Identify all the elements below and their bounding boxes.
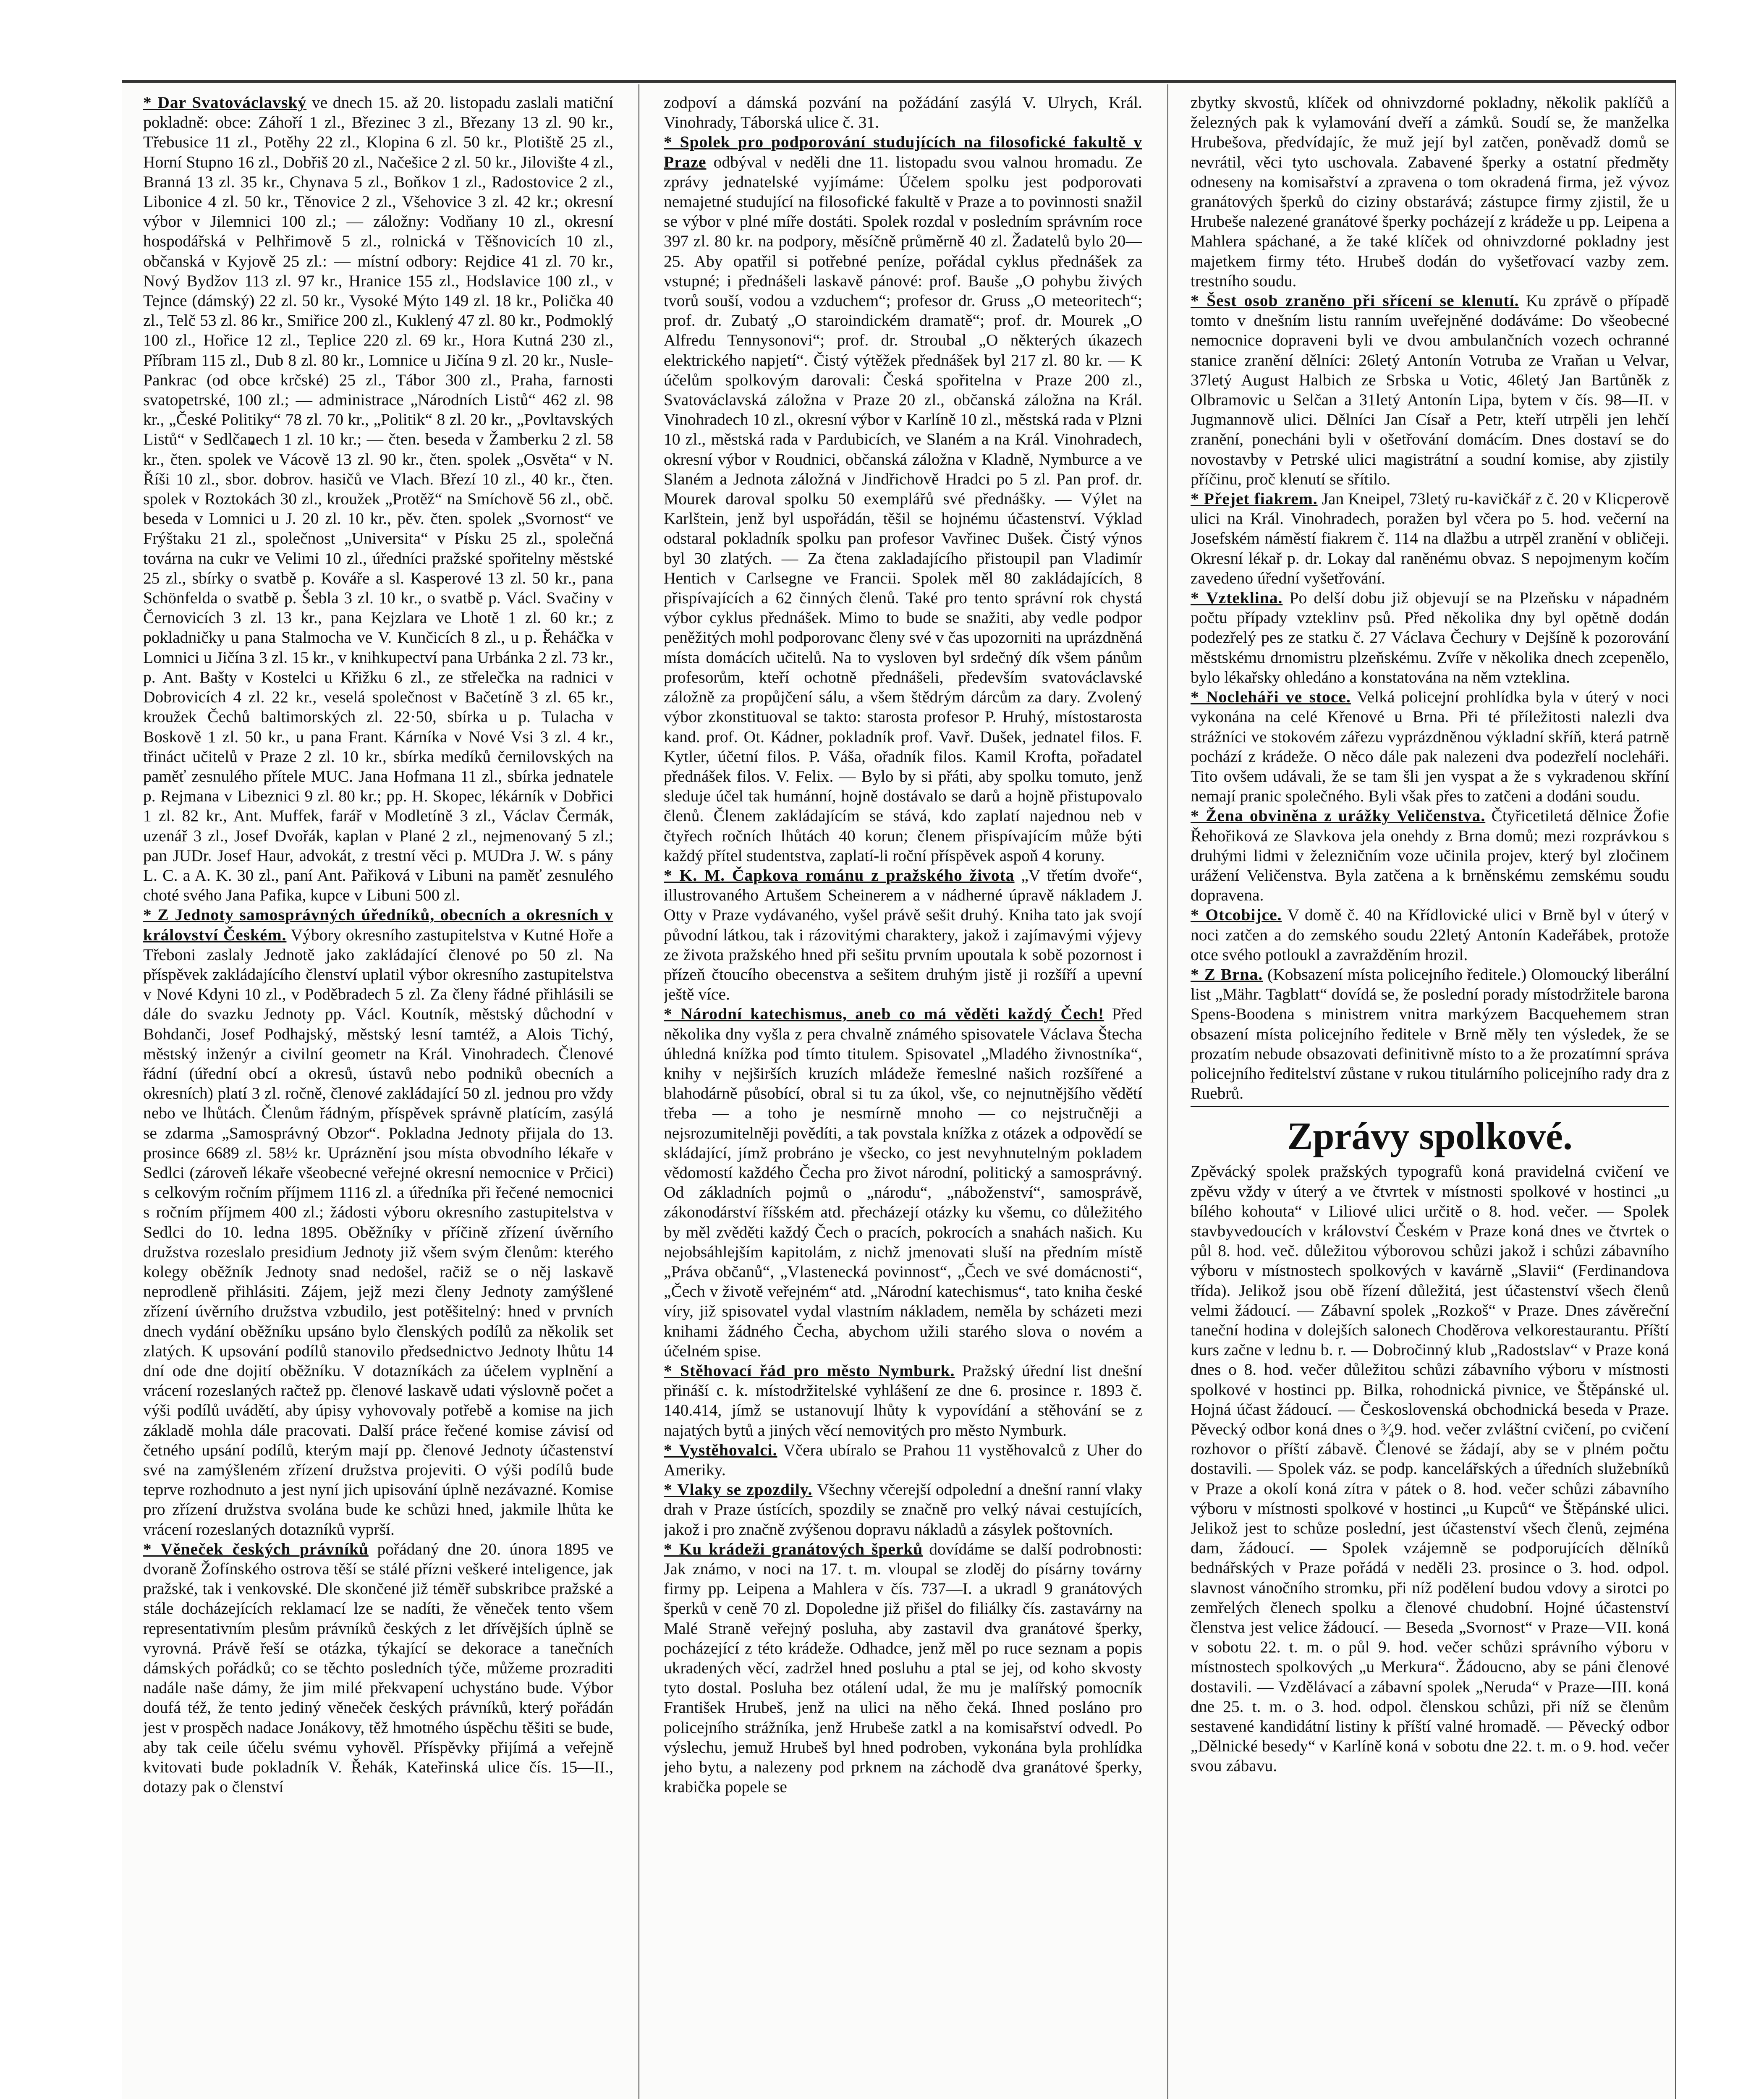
article-body: Velká policejní prohlídka byla v úterý v noci vykonána na celé Křenové u Brna. Při té příležitosti nalezli dva strážníci ve stokovém zářezu vyprázdněnou výkladní skříň, která patrně pochází z krádeže. O něco dále pak nalezeni dva podezřelí nocleháři. Tito ovšem udávali, že se tam šli jen vyspat a že s vykradenou skříní nemají pranic společného. Byli však přes to zatčeni a dodáni soudu. <box>1191 688 1669 806</box>
article <box>143 1539 613 1797</box>
article-body: dovídáme se další podrobnosti: Jak známo, v noci na 17. t. m. vloupal se zloděj do písárny továrny firmy pp. Leipena a Mahlera v čís. 737—I. a ukradl 9 granátových šperků v ceně 70 zl. Dopoledne již přišel do filiálky čís. zastavárny na Malé Straně veřejný posluha, aby zastavil dva granátové šperky, pocházející z této krádeže. Odhadce, jenž měl po ruce seznam a popis ukradených věcí, zadržel hned posluhu a ptal se jej, od koho skvosty tyto dostal. Posluha bez otálení udal, že mu je malířský pomocník František Hrubeš, jenž na ulici na něho čeká. Ihned posláno pro policejního strážníka, jenž Hrubeše zatkl a na komisařství odvedl. Po výslechu, jemuž Hrubeš byl hned podroben, vykonána byla prohlídka jeho bytu, a nalezeny pod prknem na záchodě dva granátové šperky, krabička popele se <box>664 1539 1142 1796</box>
article-body: pořádaný dne 20. února 1895 ve dvoraně Žofínského ostrova těší se stálé přízni veškeré inteligence, jak pražské, tak i venkovské. Dle skončené již téměř subskribce pražské a stále docházejících reklamací lze se nadíti, že věneček tento všem representativním plesům právníků českých z let dřívějších úplně se vyrovná. Právě řeší se otázka, týkající se dekorace a tanečních dámských pořádků; co se těchto posledních týče, můžeme prozraditi nadále naše dámy, že jim milé překvapení uchystáno bude. Výbor doufá též, že tento jediný věneček českých právníků, který pořádán jest v prospěch nadace Jonákovy, těž hmotného úspěchu těšiti se bude, aby tak ceile účelu svému vyhověl. Příspěvky přijímá a veřejně kvitovati bude pokladník V. Řehák, Kateřinská ulice čís. 15—II., dotazy pak o členství <box>143 1539 613 1796</box>
article-body: „V třetím dvoře“, illustrovaného Artušem Scheinerem a v nádherné úpravě nákladem J. Otty v Praze vydávaného, vyšel právě sešit druhý. Kniha tato jak svojí původní látkou, tak i rázovitými charaktery, jakož i zajímavými výjevy ze života pražského hned při sešitu prvním upoutala k sobě pozornost i přízeň čtoucího obecenstva a sešitem druhým jistě ji rozšíří a upevní ještě více. <box>664 866 1142 1004</box>
article-body: Všechny včerejší odpolední a dnešní ranní vlaky drah v Praze ústících, spozdily se značně pro velký návai cestujících, jakož i pro značně zvýšenou dopravu nákladů a zásylek poštovních. <box>664 1480 1142 1539</box>
article <box>143 93 613 905</box>
section-rule <box>1191 1106 1669 1107</box>
article-headline: * Stěhovací řád pro město Nymburk. <box>664 1361 955 1380</box>
article-headline: * Národní katechismus, aneb co má věděti každý Čech! <box>664 1005 1104 1023</box>
article <box>1191 291 1669 489</box>
article <box>1191 1162 1669 1776</box>
article <box>664 1480 1142 1539</box>
article-body: ve dnech 15. až 20. listopadu zaslali matiční pokladně: obce: Záhoří 1 zl., Březinec 3 zl., Březany 13 zl. 90 kr., Třebusice 11 zl., Potěhy 22 zl., Klopina 6 zl. 50 kr., Plotiště 25 zl., Horní Stupno 16 zl., Dobřiš 20 zl., Načešice 2 zl. 50 kr., Jilovište 4 zl., Branná 13 zl. 35 kr., Chynava 5 zl., Boňkov 1 zl., Radostovice 2 zl., Libonice 4 zl. 50 kr., Těnovice 2 zl., Všehovice 3 zl. 42 kr.; okresní výbor v Jilemnici 100 zl.; — záložny: Vodňany 10 zl., okresní hospodářská v Pelhřimově 5 zl., rolnická v Těšnovicích 10 zl., občanská v Kyjově 25 zl.: — místní odbory: Rejdice 41 zl. 70 kr., Nový Bydžov 113 zl. 97 kr., Hranice 155 zl., Hodslavice 100 zl., v Tejnce (dámský) 22 zl. 50 kr., Vysoké Mýto 149 zl. 18 kr., Polička 40 zl., Telč 53 zl. 86 kr., Smiřice 200 zl., Kuklený 47 zl. 80 kr., Podmoklý 100 zl., Hořice 12 zl., Teplice 220 zl. 69 kr., Hora Kutná 230 zl., Příbram 115 zl., Dub 8 zl. 80 kr., Lomnice u Jičína 9 zl. 20 kr., Nusle-Pankrac (od obce krčské) 25 zl., Tábor 300 zl., Praha, farnosti svatopetrské, 100 zl.; — administrace „Národních Listů“ 462 zl. 98 kr., „České Politiky“ 78 zl. 70 kr., „Politik“ 8 zl. 20 kr., „Povltavských Listů“ v Sedlčanech 1 zl. 10 kr.; — čten. beseda v Žamberku 2 zl. 58 kr., čten. spolek ve Vácově 13 zl. 90 kr., čten. spolek „Osvěta“ v N. Říši 10 zl., sbor. dobrov. hasičů ve Vlach. Březí 10 zl., 40 kr., čten. spolek v Roztokách 30 zl., kroužek „Protěž“ na Smíchově 56 zl., obč. beseda v Lomnici u J. 20 zl. 10 kr., pěv. čten. spolek „Svornost“ ve Frýštaku 21 zl., společnost „Universita“ v Písku 25 zl., společná továrna na cukr ve Velimi 10 zl., úředníci pražské spořitelny městské 25 zl., sbírky o svatbě p. Kováře a sl. Kasperové 13 zl. 50 kr., pana Schönfelda o svatbě p. Šebla 3 zl. 10 kr., o svatbě p. Václ. Svačiny v Černovicích 3 zl. 13 kr., pana Kejzlara ve Lhotě 1 zl. 60 kr.; z pokladničky u pana Stalmocha ve V. Kunčicích 8 zl., u p. Řeháčka v Lomnici u Jičína 3 zl. 15 kr., v knihkupectví pana Urbánka 2 zl. 73 kr., p. Ant. Bašty v Kostelci u Křižku 6 zl., ze střelečka na radnici v Dobrovicích 4 zl. 22 kr., veselá společnost v Bačetíně 3 zl. 65 kr., kroužek Čechů baltimorských zl. 22·50, sbírka u p. Tulacha v Boskově 1 zl. 50 kr., u pana Frant. Kárníka v Nové Vsi 3 zl. 4 kr., třináct učitelů v Praze 2 zl. 10 kr., sbírka medíků černilovských na paměť zesnulého přítele MUC. Jana Hofmana 11 zl., sbírka jednatele p. Rejmana v Libeznici 9 zl. 80 kr.; pp. H. Skopec, lékárník v Dobřici 1 zl. 82 kr., Ant. Muffek, farář v Modletíně 3 zl., Václav Čermák, uzenář 3 zl., Josef Dvořák, kaplan v Plané 2 zl., nejmenovaný 5 zl.; pan JUDr. Josef Haur, advokát, z trestní věci p. MUDra J. W. s pány L. C. a A. K. 30 zl., paní Ant. Pařiková v Libuni na paměť zesnulého choté svého Jana Pafika, kupce v Libuni 500 zl. <box>143 93 613 905</box>
column-divider <box>1167 84 1168 2099</box>
article-body: Zpěvácký spolek pražských typografů koná pravidelná cvičení ve zpěvu vždy v úterý a ve čtvrtek v místnosti spolkové v hostinci „u bílého kohouta“ v Liliové ulici určitě o 8. hod. večer. — Spolek stavbyvedoucích v království Českém v Praze koná dnes ve čtvrtek o půl 8. hod. več. důležitou výborovou schůzi jakož i schůzi zábavního výboru v místnostech spolkových v kavárně „Slavii“ (Ferdinandova třída). Jelikož jsou obě řízení důležitá, jest účastenství všech členů velmi žádoucí. — Zábavní spolek „Rozkoš“ v Praze. Dnes závěreční taneční hodina v dolejších salonech Choděrova velkorestaurantu. Příští kurs začne v lednu b. r. — Dobročinný klub „Radostslav“ v Praze koná dnes o 8. hod. večer důležitou schůzi zábavního výboru v místnosti spolkové v hostinci pp. Bilka, rohodnická pivnice, ve Štěpánské ul. Hojná účast žádoucí. — Československá obchodnická beseda v Praze. Pěvecký odbor koná dnes o ³⁄₄9. hod. večer zvláštní cvičení, po cvičení rozhovor o příští zábavě. Členové se žádají, aby se v plném počtu dostavili. — Spolek váz. se podp. kancelářských a úředních služebníků v Praze a okolí koná zítra v pátek o 8. hod. večer schůzi zábavního výboru v místnosti spolkové v hostinci „u Kupců“ ve Štěpánské ulici. Jelikož jest to schůze poslední, jest účastenství všech členů, zejména dam, žádoucí. — Spolek vzájemně se podporujících dělníků bednářských v Praze pořádá v neděli 23. prosince o 3. hod. odpol. slavnost vánočního stromku, při níž podělení budou vdovy a sirotci po zemřelých členech spolku a členové chudobní. Hojné účastenství členstva jest velice žádoucí. — Beseda „Svornost“ v Praze—VII. koná v sobotu 22. t. m. o půl 9. hod. večer schůzi správního výboru v místnostech spolkových „u Merkura“. Žádoucno, aby se páni členové dostavili. — Vzdělávací a zábavní spolek „Neruda“ v Praze—III. koná dne 25. t. m. o 3. hod. odpol. členskou schůzi, při níž se členům sestavené kandidátní listiny k příští valné hromadě. — Pěvecký odbor „Dělnické besedy“ v Karlíně koná v sobotu dne 22. t. m. o 9. hod. večer svou zábavu. <box>1191 1162 1669 1775</box>
article-body: Před několika dny vyšla z pera chvalně známého spisovatele Václava Štecha úhledná knížka pod tímto titulem. Spisovatel „Mladého živnostníka“, knihy v nejširších kruzích mládeže řemeslné našich rozšířené a blahodárně působící, obral si tu za úkol, vše, co nejnutnějšího vědětí třeba — a toho je nesmírně mnoho — co nejstručněji a nejsrozumitelněji povědíti, a tak povstala knížka z otázek a odpovědí se skládající, jímž probráno je všecko, co jest nevyhnutelným pokladem vědomostí každého Čecha pro život národní, politický a samosprávný. Od základních pojmů o „národu“, „náboženství“, samosprávě, zákonodárství říšském atd. přecházejí otázky ku všemu, co důležitého by měl zvěděti každý Čech o pracích, pokrocích a snahách našich. Ku nejobsáhlejším kapitolám, z nichž jmenovati sluší na předním místě „Práva občanů“, „Vlastenecká povinnost“, „Čech ve své domácnosti“, „Čech v životě veřejném“ atd. „Národní katechismus“, tato kniha české víry, již spisovatel vydal vlastním nákladem, neměla by scházeti mezi knihami žádného Čecha, abychom užili starého slova o novém a účelném spise. <box>664 1005 1142 1360</box>
article-headline: * Ku krádeži granátových šperků <box>664 1539 923 1558</box>
article-body: zbytky skvostů, klíček od ohnivzdorné pokladny, několik paklíčů a železných pak k vylamování dveří a zámků. Soudí se, že manželka Hrubešova, předvídajíc, že muž její byl zatčen, poněvadž domů se nevrátil, věci tyto uschovala. Zabavené šperky a ostatní předměty odneseny na komisařství a zpravena o tom okradená firma, jež vývoz granátových šperků do ciziny obstarává; zástupce firmy zjistil, že u Hrubeše nalezené granátové šperky pocházejí z krádeže u pp. Leipena a Mahlera spáchané, a že také klíček od ohnivzdorné pokladny jest majetkem firmy této. Hrubeš dodán do vyšetřovací vazby zem. trestního soudu. <box>1191 93 1669 290</box>
article-headline: * Dar Svatováclavský <box>143 93 307 112</box>
article-headline: * Věneček českých právníků <box>143 1539 369 1558</box>
article <box>1191 588 1669 687</box>
article <box>1191 489 1669 588</box>
article-body: Čtyřicetiletá dělnice Žofie Řehořiková ze Slavkova jela onehdy z Brna domů; mezi rozprávkou s druhými lidmi v železničním voze učinila projev, který byl zločinem urážení Veličenstva. Byla zatčena a k brněnskému zemskému soudu dopravena. <box>1191 806 1669 905</box>
article-headline: * Nocleháři ve stoce. <box>1191 688 1351 707</box>
article-body: Výbory okresního zastupitelstva v Kutné Hoře a Třeboni zaslaly Jednotě jako zakládající členové po 50 zl. Na příspěvek zakládajícího členství uplatil výbor okresního zastupitelstva v Nové Kdyni 10 zl., v Poděbradech 5 zl. Za členy řádné přihlásili se dále do svazku Jednoty pp. Václ. Koutník, městský důchodní v Bohdanči, Josef Podhajský, městský lesní tamtéž, a Alois Tichý, městský inženýr a civilní geometr na Král. Vinohradech. Členové řádní (úřední obcí a okresů, ústavů nebo podniků obecních a okresních) platí 3 zl. ročně, členové zakládající 50 zl. jednou pro vždy nebo ve lhůtách. Členům řádným, příspěvek správně platícím, zasýlá se zdarma „Samosprávný Obzor“. Pokladna Jednoty přijala do 13. prosince 6689 zl. 58½ kr. Upráznění jsou místa obvodního lékaře v Sedlci (zároveň lékaře všeobecné veřejné okresní nemocnice v Prčici) s celkovým ročním příjmem 1116 zl. a úředníka při řečené nemocnici s ročním příjmem 400 zl.; žádosti výboru okresního zastupitelstva v Sedlci do 10. ledna 1895. Oběžníky v příčině zřízení úvěrního družstva rozeslalo presidium Jednoty již všem svým členům: kterého kolegy oběžník Jednoty snad nedošel, račiž se o něj laskavě neprodleně přihlásiti. Zájem, jejž mezi členy Jednoty zamýšlené zřízení úvěrního družstva vzbudilo, jest potěšitelný: hned v prvních dnech vydání oběžníku upsáno bylo členských podílů za několik set zlatých. K upsování podílů stanovilo předsednictvo Jednoty lhůtu 14 dní ode dne dojití oběžníku. V dotazníkách za účelem vyplnění a vrácení rozeslaných račtež pp. členové laskavě udati výslovně počet a výši podílů uvádětí, aby úpisy vyhovovaly potřebě a komise na jich základě mohla dále pracovati. Další práce řečené komise závisí od četného upsání podílů, kterým mají pp. členové Jednoty účastenství své na zamýšleném zřízení družstva projeviti. O výši podílů bude teprve rozhodnuto a jest nyní jich upisování úplně nezávazné. Komise pro zřízení družstva svolána bude ke schůzi hned, jakmile lhůta ke vrácení rozeslaných dotazníků vyprší. <box>143 925 613 1539</box>
article <box>664 1361 1142 1440</box>
article <box>664 93 1142 132</box>
article-headline: * Z Brna. <box>1191 965 1263 984</box>
article <box>664 1440 1142 1480</box>
section-title: Zprávy spolkové. <box>1287 1115 1573 1158</box>
article <box>1191 905 1669 965</box>
article-headline: * Šest osob zraněno při sřícení se klenutí. <box>1191 291 1519 310</box>
article <box>664 866 1142 1004</box>
article-body: Po delší dobu již objevují se na Plzeňsku v nápadném počtu případy vzteklinv psů. Před několika dny byl opětně dodán podezřelý pes ze statku č. 27 Václava Čechury v Dejšíně k pozorování městskému drnomistru plzeňskému. Zvíře v několika dnech zcepenělo, bylo lékařsky ohledáno a konstatována na něm vzteklina. <box>1191 589 1669 686</box>
article-headline: * K. M. Čapkova románu z pražského života <box>664 866 1015 885</box>
column-3 <box>1191 93 1669 2099</box>
article-headline: * Přejet fiakrem. <box>1191 489 1318 508</box>
article <box>1191 806 1669 905</box>
article <box>664 132 1142 866</box>
article <box>664 1539 1142 1797</box>
top-border <box>122 80 1675 83</box>
article <box>143 905 613 1539</box>
article-body: Včera ubíralo se Prahou 11 vystěhovalců z Uher do Ameriky. <box>664 1440 1142 1479</box>
column-1 <box>143 93 613 2099</box>
column-2 <box>664 93 1142 2099</box>
article-body: Pražský úřední list dnešní přináší c. k. místodržitelské vyhlášení ze dne 6. prosince r. 1893 č. 140.414, jímž se ustanovují lhůty k vypovídání a stěhování se z najatých bytů a jiných věcí nemovitých pro město Nymburk. <box>664 1361 1142 1439</box>
article-headline: * Vystěhovalci. <box>664 1440 777 1459</box>
article-headline: * Žena obviněna z urážky Veličenstva. <box>1191 806 1486 825</box>
article-body: Jan Kneipel, 73letý ru-kavičkář z č. 20 v Klicperově ulici na Král. Vinohradech, poražen byl včera po 5. hod. večerní na Josefském náměstí fiakrem č. 114 na dlažbu a utrpěl zranění v obličeji. Okresní lékař p. dr. Lokay dal raněnému obvaz. S nepojmenym kočím zavedeno úřední vyšetřování. <box>1191 489 1669 587</box>
article <box>1191 687 1669 806</box>
article-headline: * Vlaky se zpozdily. <box>664 1480 813 1499</box>
article-headline: * Vzteklina. <box>1191 589 1283 607</box>
article <box>664 1004 1142 1361</box>
newspaper-page <box>122 80 1676 2099</box>
article-body: (Kobsazení místa policejního ředitele.) Olomoucký liberální list „Mähr. Tagblatt“ dovídá se, že poslední porady místodržitele barona Spens-Boodena s ministrem vnitra markýzem Bacquehemem stran obsazení místa policejního ředitele v Brně měly ten výsledek, že se prozatím nebude obsazovati definitivně místo to a že prozatímní správa policejního ředitelství zůstane v rukou titulárního policejního rady dra z Ruebrů. <box>1191 965 1669 1103</box>
article <box>1191 965 1669 1103</box>
article-body: Ku zprávě o případě tomto v dnešním listu ranním uveřejněné dodáváme: Do všeobecné nemocnice dopraveni byli ve dvou ambulančních vozech ochranné stanice zranění dělníci: 26letý Antonín Votruba ze Vraňan u Velvar, 37letý August Halbich ze Srbska u Votic, 46letý Jan Bartůněk z Olbramovic u Selčan a 31letý Antonín Lipa, bytem v čís. 98—II. v Jugmannově ulici. Dělníci Jan Císař a Petr, kteří utrpěli jen lehčí zranění, ponecháni byli v ošetřování domácím. Dnes dostaví se do novostavby v Petrské ulici magistrátní a soudní komise, aby zjistily příčinu, proč klenutí se sřítilo. <box>1191 291 1669 488</box>
article-headline: * Z Jednoty samosprávných úředníků, obecních a okresních v království Českém. <box>143 906 613 944</box>
article-body: V domě č. 40 na Křídlovické ulici v Brně byl v úterý v noci zatčen a do zemského soudu 22letý Antonín Kadeřábek, protože otce svého potloukl a zavražděním hrozil. <box>1191 906 1669 964</box>
article-headline: * Otcobijce. <box>1191 906 1282 924</box>
article-body: zodpoví a dámská pozvání na požádání zasýlá V. Ulrych, Král. Vinohrady, Táborská ulice č. 31. <box>664 93 1142 132</box>
article-body: odbýval v neděli dne 11. listopadu svou valnou hromadu. Ze zprávy jednatelské vyjímáme: Účelem spolku jest podporovati nemajetné studující na filosofické fakultě v Praze a to povinnosti snažil se výbor v plné míře dostáti. Spolek rozdal v posledním správním roce 397 zl. 80 kr. na podpory, měsíčně průměrně 40 zl. Žadatelů bylo 20—25. Aby opatřil si potřebné peníze, pořádal cyklus přednášek za vstupné; i přednášeli laskavě pánové: prof. Bauše „O pohybu živých tvorů souší, vodou a vzduchem“; profesor dr. Gruss „O meteoritech“; prof. dr. Zubatý „O staroindickém dramatě“; prof. dr. Mourek „O Alfredu Tennysonovi“; prof. dr. Stroubal „O některých úkazech elektrického napjetí“. Čistý výtěžek přednášek byl 217 zl. 80 kr. — K účelům spolkovým darovali: Česká spořitelna v Praze 200 zl., Svatováclavská záložna v Praze 20 zl., občanská záložna na Král. Vinohradech 10 zl., okresní výbor v Karlíně 10 zl., městská rada v Plzni 10 zl., městská rada v Pardubicích, ve Slaném a na Král. Vinohradech, okresní výbor v Roudnici, občanská záložna v Kladně, Nymburce a ve Slaném a Jednota záložná v Jindřichově Hradci po 5 zl. Pan prof. dr. Mourek daroval spolku 50 exemplářů své přednášky. — Výlet na Karlštein, jenž byl uspořádán, těšil se hojnému účastenství. Výklad odstaral pokladník spolku pan profesor Vavřinec Dušek. Čistý výnos byl 30 zlatých. — Za čtena zakladajícího přistoupil pan Vladimír Hentich v Carlsegne ve Francii. Spolek měl 80 zakládajících, 8 přispívajících a 62 činných členů. Také pro tento správní rok chystá výbor cyklus přednášek. Mimo to bude se snažiti, aby vedle podpor peněžitých mohl podporovanc členy své v čas upozorniti na uprázdněná místa domácích učitelů. Na to vysloven byl srdečný dík všem pánům profesorům, kteří ochotně přednášeli, především svatováclavské záložně za propůjčení sálu, a všem štědrým dárcům za dary. Zvolený výbor zkonstituoval se takto: starosta profesor P. Hruhý, místostarosta kand. prof. Ot. Kádner, pokladník prof. Vavř. Dušek, jednatel filos. F. Kytler, účetní filos. P. Váša, ořadník filos. Kamil Krofta, pořadatel přednášek filos. V. Felix. — Bylo by si přáti, aby spolku tomuto, jenž sleduje účel tak humánní, hojně dostávalo se darů a hojně přistupovalo členů. Členem zakládajícím se stává, kdo zaplatí najednou neb v čtyřech ročních lhůtách 40 korun; členem přispívajícím může býti každý přítel studentstva, zaplatí-li roční příspěvek aspoň 4 koruny. <box>664 152 1142 865</box>
article <box>1191 93 1669 291</box>
article-headline: * Spolek pro podporování studujících na filosofické fakultě v Praze <box>664 133 1142 171</box>
